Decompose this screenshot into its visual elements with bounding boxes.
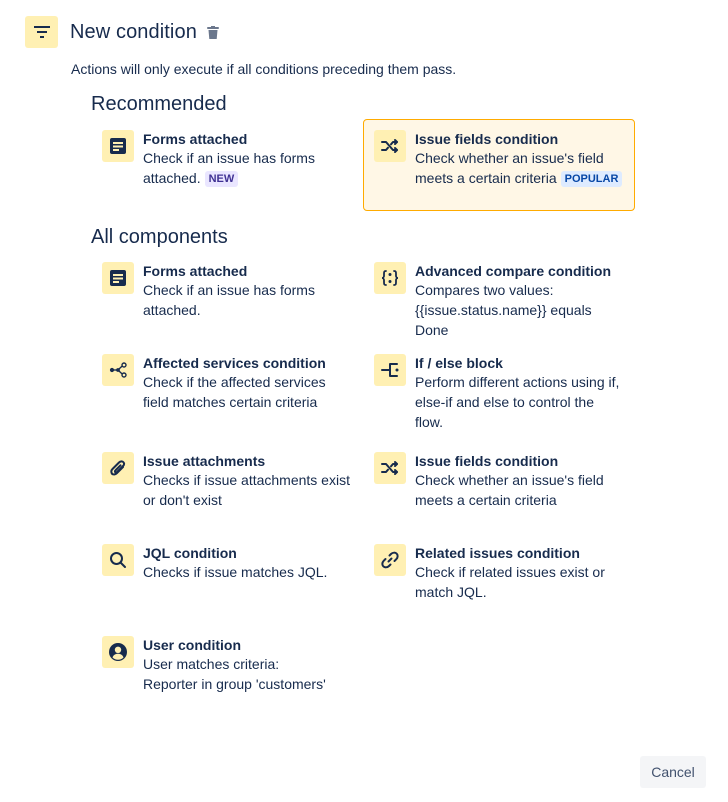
paperclip-icon — [102, 452, 134, 484]
shuffle-icon — [374, 452, 406, 484]
card-title: Affected services condition — [143, 355, 326, 371]
card-description: Compares two values: — [415, 282, 554, 298]
component-issue-attachments[interactable] — [91, 441, 363, 511]
card-description: Check if an issue has forms attached. — [143, 282, 315, 318]
branch-icon — [374, 354, 406, 386]
trash-icon[interactable] — [207, 24, 221, 40]
description: Actions will only execute if all conditions preceding them pass. — [71, 61, 457, 77]
link-icon — [374, 544, 406, 576]
component-if-else-block[interactable] — [363, 343, 635, 433]
card-title: If / else block — [415, 355, 503, 371]
card-title: Forms attached — [143, 263, 248, 279]
card-description: Checks if issue attachments exist or don't exist — [143, 472, 350, 508]
page-title: New condition — [70, 20, 197, 43]
recommended-forms-attached[interactable] — [91, 119, 363, 211]
card-title: Forms attached — [143, 131, 248, 147]
recommended-heading: Recommended — [91, 93, 227, 115]
new-badge: NEW — [205, 171, 239, 187]
popular-badge: POPULAR — [561, 171, 623, 187]
cancel-button[interactable]: Cancel — [640, 756, 706, 788]
card-description: User matches criteria: — [143, 656, 280, 672]
filter-icon — [25, 16, 58, 48]
component-advanced-compare-condition[interactable] — [363, 251, 635, 341]
card-description: Check if related issues exist or match JQL. — [415, 564, 605, 600]
form-icon — [102, 262, 134, 294]
card-description: Checks if issue matches JQL. — [143, 564, 328, 580]
card-title: Related issues condition — [415, 545, 580, 561]
recommended-issue-fields-condition[interactable] — [363, 119, 635, 211]
component-issue-fields-condition[interactable] — [363, 441, 635, 511]
services-icon — [102, 354, 134, 386]
form-icon — [102, 130, 134, 162]
card-title: Issue fields condition — [415, 131, 559, 147]
component-forms-attached[interactable] — [91, 251, 363, 321]
card-description: Check whether an issue's field meets a certain criteria — [415, 150, 604, 186]
component-user-condition[interactable] — [91, 625, 363, 695]
card-description: Check if the affected services field matches certain criteria — [143, 374, 326, 410]
card-title: JQL condition — [143, 545, 237, 561]
card-description-example: Reporter in group 'customers' — [143, 676, 326, 692]
shuffle-icon — [374, 130, 406, 162]
braces-icon — [374, 262, 406, 294]
card-description: Check whether an issue's field meets a certain criteria — [415, 472, 604, 508]
card-description: Check if an issue has forms attached. — [143, 150, 315, 186]
user-icon — [102, 636, 134, 668]
card-title: Issue fields condition — [415, 453, 559, 469]
card-title: Issue attachments — [143, 453, 266, 469]
card-title: User condition — [143, 637, 242, 653]
card-description-example: {{issue.status.name}} equals Done — [415, 302, 592, 338]
search-icon — [102, 544, 134, 576]
card-title: Advanced compare condition — [415, 263, 612, 279]
component-jql-condition[interactable] — [91, 533, 363, 583]
all-components-heading: All components — [91, 226, 228, 248]
card-description: Perform different actions using if, else-if and else to control the flow. — [415, 374, 620, 430]
component-affected-services-condition[interactable] — [91, 343, 363, 413]
component-related-issues-condition[interactable] — [363, 533, 635, 603]
header — [25, 16, 221, 48]
